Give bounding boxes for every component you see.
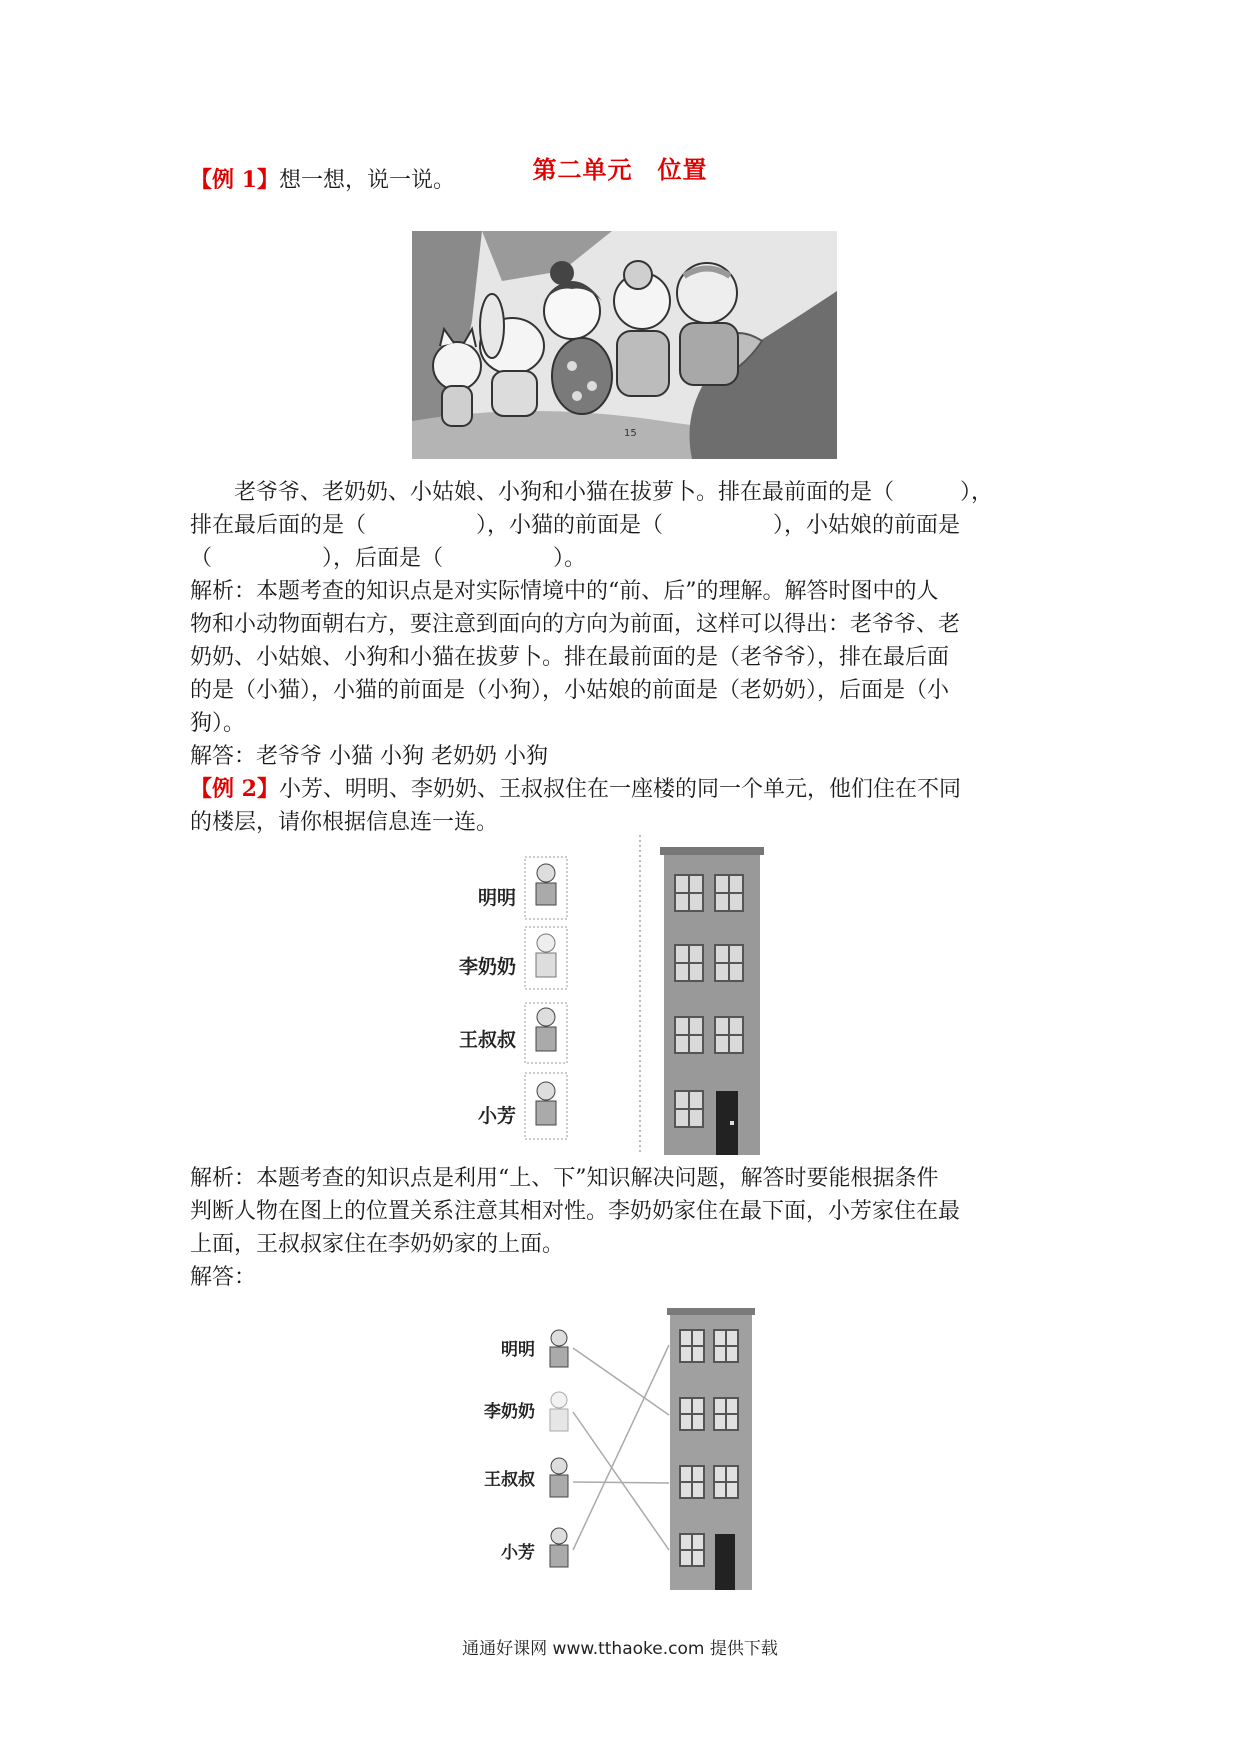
example1-analysis-line1: 解析：本题考查的知识点是对实际情境中的“前、后”的理解。解答时图中的人 bbox=[190, 579, 939, 604]
example2-question-text: 小芳、明明、李奶奶、王叔叔住在一座楼的同一个单元，他们住在不同 bbox=[278, 777, 961, 802]
person-label-mingming: 明明 bbox=[477, 887, 516, 909]
person-label-wang-shushu: 王叔叔 bbox=[458, 1029, 516, 1051]
pulling-radish-illustration bbox=[412, 231, 837, 459]
answer-label-mingming: 明明 bbox=[501, 1340, 535, 1360]
example1-question-line3: （ ），后面是（ ）。 bbox=[190, 546, 587, 571]
example1-question-line1: 老爷爷、老奶奶、小姑娘、小狗和小猫在拔萝卜。排在最前面的是（ ）， bbox=[234, 480, 994, 505]
example2-analysis-line2: 判断人物在图上的位置关系注意其相对性。李奶奶家住在最下面，小芳家住在最 bbox=[190, 1199, 961, 1224]
example1-analysis-line5: 狗）。 bbox=[190, 711, 246, 736]
example2-question-line1 bbox=[190, 773, 1050, 806]
example1-heading bbox=[190, 164, 1050, 197]
page-title: 第二单元 位置 bbox=[532, 155, 708, 184]
example1-answer: 解答：老爷爷 小猫 小狗 老奶奶 小狗 bbox=[190, 744, 548, 769]
image-page-number: 15 bbox=[624, 428, 637, 439]
example1-analysis-line4: 的是（小猫），小猫的前面是（小狗），小姑娘的前面是（老奶奶），后面是（小 bbox=[190, 678, 950, 703]
example2-analysis-line1: 解析：本题考查的知识点是利用“上、下”知识解决问题，解答时要能根据条件 bbox=[190, 1166, 939, 1191]
answer-label-li-nainai: 李奶奶 bbox=[484, 1402, 535, 1422]
person-label-xiaofang: 小芳 bbox=[477, 1105, 516, 1127]
answer-label-xiaofang: 小芳 bbox=[501, 1543, 535, 1563]
footer-credit: 通通好课网 www.tthaoke.com 提供下载 bbox=[462, 1639, 778, 1659]
person-label-li-nainai: 李奶奶 bbox=[458, 956, 516, 978]
example1-tag: 【例 1】 bbox=[190, 167, 279, 193]
example2-analysis-line3: 上面，王叔叔家住在李奶奶家的上面。 bbox=[190, 1232, 565, 1257]
building-figure bbox=[430, 835, 820, 1155]
example1-question-line2: 排在最后面的是（ ），小猫的前面是（ ），小姑娘的前面是 bbox=[190, 513, 961, 538]
answer-figure bbox=[455, 1300, 785, 1590]
example2-tag: 【例 2】 bbox=[190, 776, 279, 802]
example2-answer-label: 解答： bbox=[190, 1265, 257, 1290]
matching-figure bbox=[430, 835, 820, 1155]
answer-building-figure bbox=[455, 1300, 785, 1590]
example2-question-line2: 的楼层，请你根据信息连一连。 bbox=[190, 810, 499, 835]
example1-prompt: 想一想，说一说。 bbox=[278, 168, 455, 193]
answer-label-wang-shushu: 王叔叔 bbox=[484, 1470, 535, 1490]
example1-analysis-line2: 物和小动物面朝右方，要注意到面向的方向为前面，这样可以得出：老爷爷、老 bbox=[190, 612, 961, 637]
example1-analysis-line3: 奶奶、小姑娘、小狗和小猫在拔萝卜。排在最前面的是（老爷爷），排在最后面 bbox=[190, 645, 950, 670]
